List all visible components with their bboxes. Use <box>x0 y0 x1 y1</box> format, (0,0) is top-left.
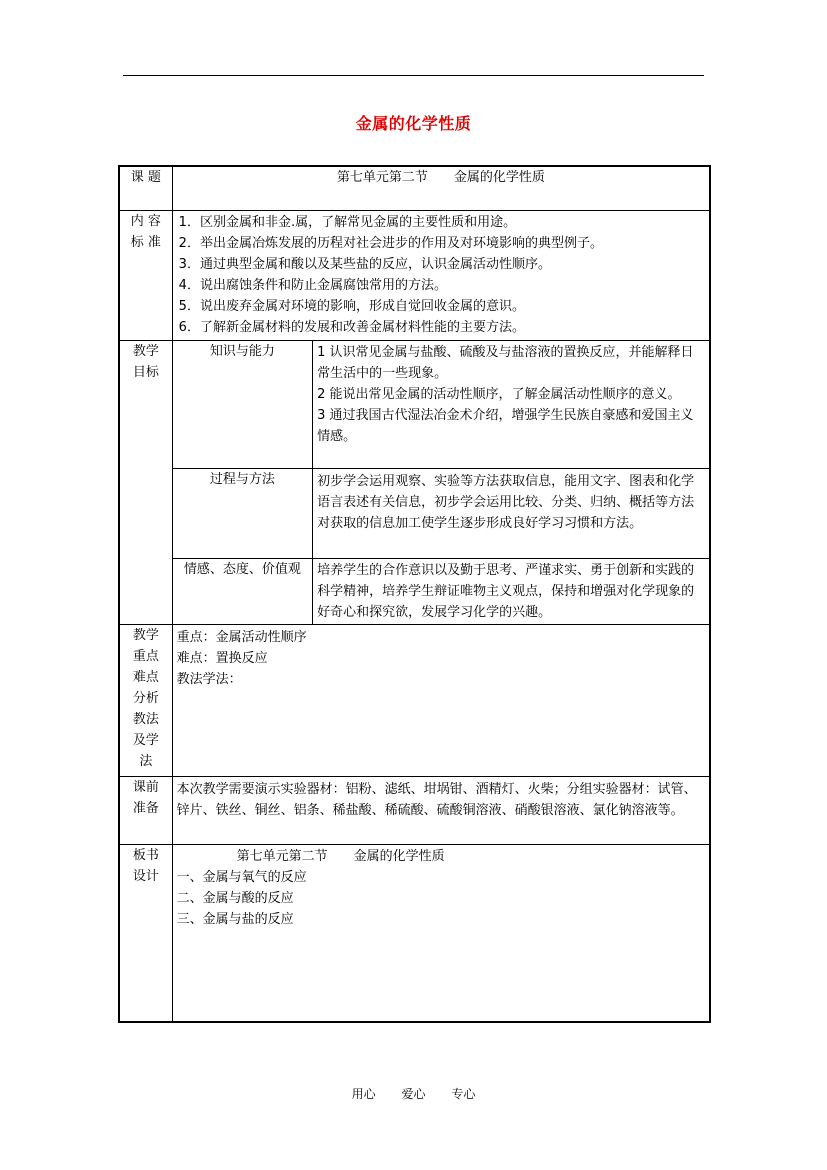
goal-attitude-label: 情感、态度、价值观 <box>172 558 312 624</box>
content-standard-label: 内 容 标 准 <box>119 210 172 340</box>
goal-knowledge-label: 知识与能力 <box>172 340 312 468</box>
preparation-text: 本次教学需要演示实验器材：铝粉、滤纸、坩埚钳、酒精灯、火柴；分组实验器材：试管、锌片、铁丝、铜丝、铝条、稀盐酸、稀硫酸、硫酸铜溶液、硝酸银溶液、氯化钠溶液等。 <box>172 776 710 844</box>
page-title: 金属的化学性质 <box>355 114 472 133</box>
list-item: 3．通过典型金属和酸以及某些盐的反应，认识金属活动性顺序。 <box>178 256 551 272</box>
footer-text: 用心 <box>351 1087 376 1101</box>
list-item: 4．说出腐蚀条件和防止金属腐蚀常用的方法。 <box>178 277 447 293</box>
key-points-row <box>119 624 710 776</box>
key-point-line: 重点：金属活动性顺序 <box>176 629 307 645</box>
preparation-label: 课前 准备 <box>119 776 172 844</box>
list-item: 5．说出废弃金属对环境的影响，形成自觉回收金属的意识。 <box>178 298 525 314</box>
goal-knowledge-text <box>313 340 710 468</box>
list-item: 一、金属与氧气的反应 <box>176 869 307 885</box>
goal-process-text: 初步学会运用观察、实验等方法获取信息，能用文字、图表和化学语言表述有关信息，初步学会运用比较、分类、归纳、概括等方法对获取的信息加工使学生逐步形成良好学习习惯和方法。 <box>313 468 710 558</box>
list-item: 1 认识常见金属与盐酸、硫酸及与盐溶液的置换反应，并能解释日常生活中的一些现象。 <box>317 344 694 381</box>
list-item: 6．了解新金属材料的发展和改善金属材料性能的主要方法。 <box>178 319 525 335</box>
method-line: 教法学法： <box>176 671 242 687</box>
goal-process-label: 过程与方法 <box>172 468 312 558</box>
board-design-label: 板书 设计 <box>119 844 172 1022</box>
difficulty-line: 难点：置换反应 <box>176 650 268 666</box>
lesson-plan-table <box>118 165 711 1023</box>
board-title: 第七单元第二节 金属的化学性质 <box>236 848 445 864</box>
topic-row <box>119 166 710 210</box>
goal-knowledge-row <box>119 340 710 468</box>
preparation-row <box>119 776 710 844</box>
list-item: 二、金属与酸的反应 <box>176 890 294 906</box>
footer-text: 专心 <box>451 1087 476 1101</box>
content-standard-list <box>172 210 710 340</box>
list-item: 3 通过我国古代湿法冶金术介绍，增强学生民族自豪感和爱国主义情感。 <box>317 407 694 444</box>
list-item: 1．区别金属和非金.属，了解常见金属的主要性质和用途。 <box>178 214 517 230</box>
key-points-text <box>172 624 710 776</box>
goal-attitude-row <box>119 558 710 624</box>
list-item: 三、金属与盐的反应 <box>176 911 294 927</box>
topic-label: 课 题 <box>119 166 172 210</box>
teaching-goals-label: 教学 目标 <box>119 340 172 624</box>
goal-attitude-text: 培养学生的合作意识以及勤于思考、严谨求实、勇于创新和实践的科学精神，培养学生辩证唯物主义观点，保持和增强对化学现象的好奇心和探究欲，发展学习化学的兴趣。 <box>313 558 710 624</box>
goal-process-row <box>119 468 710 558</box>
header-rule <box>123 75 704 76</box>
list-item: 2 能说出常见金属的活动性顺序，了解金属活动性顺序的意义。 <box>317 386 681 402</box>
topic-value: 第七单元第二节 金属的化学性质 <box>172 166 710 210</box>
list-item: 2．举出金属冶炼发展的历程对社会进步的作用及对环境影响的典型例子。 <box>178 235 603 251</box>
page-footer <box>0 1085 827 1102</box>
footer-text: 爱心 <box>401 1087 426 1101</box>
content-standard-row <box>119 210 710 340</box>
board-design-row <box>119 844 710 1022</box>
key-points-label: 教学 重点 难点 分析 教法 及学 法 <box>119 624 172 776</box>
board-design-text <box>172 844 710 1022</box>
